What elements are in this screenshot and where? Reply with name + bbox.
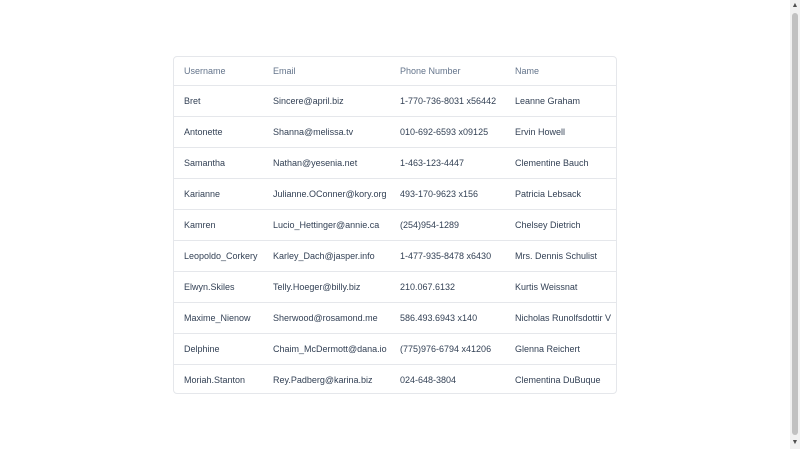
table-row bbox=[174, 272, 616, 303]
cell-name: Patricia Lebsack bbox=[505, 179, 616, 210]
table-row bbox=[174, 334, 616, 365]
cell-username: Antonette bbox=[174, 117, 263, 148]
column-header-name: Name bbox=[505, 57, 616, 86]
cell-name: Nicholas Runolfsdottir V bbox=[505, 303, 616, 334]
cell-phone-number: 1-477-935-8478 x6430 bbox=[390, 241, 505, 272]
cell-name: Ervin Howell bbox=[505, 117, 616, 148]
cell-phone-number: 493-170-9623 x156 bbox=[390, 179, 505, 210]
table-row bbox=[174, 117, 616, 148]
cell-name: Kurtis Weissnat bbox=[505, 272, 616, 303]
table-header-row bbox=[174, 57, 616, 86]
cell-phone-number: 586.493.6943 x140 bbox=[390, 303, 505, 334]
page-scrollbar[interactable] bbox=[790, 0, 800, 449]
cell-email: Chaim_McDermott@dana.io bbox=[263, 334, 390, 365]
table-row bbox=[174, 303, 616, 334]
cell-username: Bret bbox=[174, 86, 263, 117]
column-header-phone-number: Phone Number bbox=[390, 57, 505, 86]
users-table bbox=[174, 57, 616, 394]
table-row bbox=[174, 179, 616, 210]
cell-email: Sincere@april.biz bbox=[263, 86, 390, 117]
cell-email: Nathan@yesenia.net bbox=[263, 148, 390, 179]
cell-email: Lucio_Hettinger@annie.ca bbox=[263, 210, 390, 241]
cell-phone-number: 210.067.6132 bbox=[390, 272, 505, 303]
cell-username: Elwyn.Skiles bbox=[174, 272, 263, 303]
cell-name: Mrs. Dennis Schulist bbox=[505, 241, 616, 272]
table-row bbox=[174, 210, 616, 241]
table-row bbox=[174, 365, 616, 395]
cell-phone-number: (775)976-6794 x41206 bbox=[390, 334, 505, 365]
cell-email: Rey.Padberg@karina.biz bbox=[273, 375, 373, 385]
cell-phone-number: 1-770-736-8031 x56442 bbox=[390, 86, 505, 117]
scroll-up-icon[interactable]: ▲ bbox=[791, 2, 799, 9]
cell-username: Samantha bbox=[174, 148, 263, 179]
cell-name: Clementine Bauch bbox=[505, 148, 616, 179]
table-row bbox=[174, 86, 616, 117]
cell-username: Kamren bbox=[174, 210, 263, 241]
cell-username: Leopoldo_Corkery bbox=[174, 241, 263, 272]
cell-email: Julianne.OConner@kory.org bbox=[263, 179, 390, 210]
cell-name: Leanne Graham bbox=[505, 86, 616, 117]
cell-email: Shanna@melissa.tv bbox=[263, 117, 390, 148]
cell-phone-number: (254)954-1289 bbox=[390, 210, 505, 241]
scrollbar-thumb[interactable] bbox=[792, 13, 798, 435]
column-header-email: Email bbox=[263, 57, 390, 86]
cell-username: Delphine bbox=[174, 334, 263, 365]
users-table-card bbox=[173, 56, 617, 394]
cell-name: Clementina DuBuque bbox=[515, 375, 601, 385]
cell-phone-number: 010-692-6593 x09125 bbox=[390, 117, 505, 148]
cell-username: Maxime_Nienow bbox=[174, 303, 263, 334]
cell-email: Telly.Hoeger@billy.biz bbox=[263, 272, 390, 303]
cell-username: Karianne bbox=[174, 179, 263, 210]
table-row bbox=[174, 241, 616, 272]
cell-username: Moriah.Stanton bbox=[184, 375, 246, 385]
cell-email: Karley_Dach@jasper.info bbox=[263, 241, 390, 272]
column-header-username: Username bbox=[174, 57, 263, 86]
scroll-down-icon[interactable]: ▼ bbox=[791, 439, 799, 446]
table-row bbox=[174, 148, 616, 179]
cell-phone-number: 1-463-123-4447 bbox=[390, 148, 505, 179]
cell-name: Glenna Reichert bbox=[505, 334, 616, 365]
cell-phone-number: 024-648-3804 bbox=[400, 375, 457, 385]
cell-name: Chelsey Dietrich bbox=[505, 210, 616, 241]
cell-email: Sherwood@rosamond.me bbox=[263, 303, 390, 334]
